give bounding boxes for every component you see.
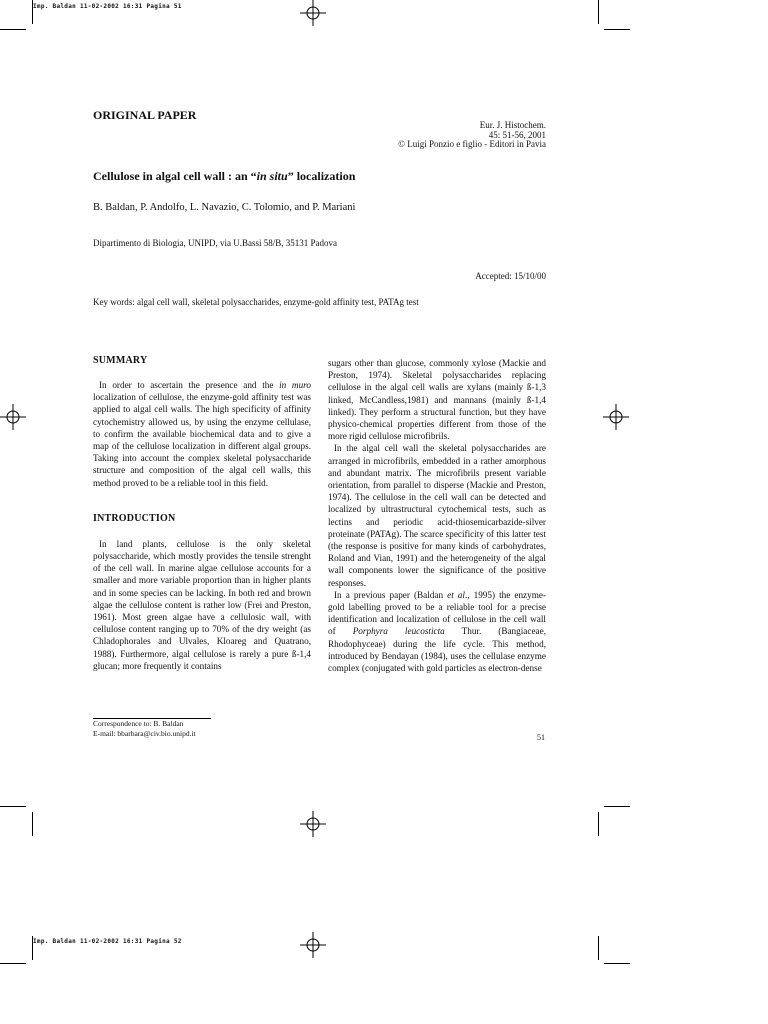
right-paragraph-2: In the algal cell wall the skeletal polysaccharides are arranged in microfibrils, embedded in a rather amorphous and abundant matrix. The microfibrils present variable orientation, from parallel to disperse (Mackie and Preston, 1974). The cellulose in the cell wall can be detected and localized by ultrastructural cytochemical tests, such as lectins and periodic acid-thiosemicarbazide-silver proteinate (PATAg). The scarce specificity of this latter test (the response is positive for many kinds of carbohydrates, Roland and Vian, 1991) and the heterogeneity of the algal wall components lower the significance of the positive responses. [328,443,546,588]
right-column [328,357,546,674]
page-number: 51 [537,733,545,742]
title-italic: in situ [256,169,288,183]
introduction-heading: INTRODUCTION [93,512,176,524]
p3-italic-species: Porphyra leucosticta [352,626,445,637]
introduction-text [93,538,311,672]
summary-italic: in muro [279,380,311,390]
journal-info [398,121,546,150]
summary-heading: SUMMARY [93,355,148,366]
print-slug-bottom: Imp. Baldan 11-02-2002 16:31 Pagina 52 [33,938,182,945]
paper-type: ORIGINAL PAPER [93,108,197,122]
journal-publisher: © Luigi Ponzio e figlio - Editori in Pavia [398,139,546,149]
registration-mark-middle [300,811,326,837]
email: E-mail: bbarbara@civ.bio.unipd.it [93,729,196,738]
right-paragraph-3 [328,589,546,674]
keywords: Key words: algal cell wall, skeletal polysaccharides, enzyme-gold affinity test, PATAg test [93,297,419,307]
authors: B. Baldan, P. Andolfo, L. Navazio, C. Tolomio, and P. Mariani [93,202,356,213]
registration-mark-left [0,404,26,430]
registration-mark-right [603,404,629,430]
title-text-end: ” localization [287,169,356,183]
summary-text-a: In order to ascertain the presence and the [99,380,280,390]
p3-text-a: In a previous paper (Baldan [334,589,448,600]
summary-text [93,379,311,489]
p3-text-b: ., 1995) the enzyme-gold labelling proved to be a reliable tool for a precise identification and localization of cellulose in the cell wall of [328,589,547,637]
introduction-paragraph: In land plants, cellulose is the only skeletal polysaccharide, which mostly provides the tensile strenght of the cell wall. In marine algae cellulose accounts for a smaller and more variable proportion than in higher plants and in some species can be lacking. In both red and brown algae the cellulose content is rather low (Frei and Preston, 1961). Most green algae have a cellulosic wall, with cellulose content ranging up to 70% of the dry weight (as Chladophorales and Ulvales, Kloareg and Quatrano, 1988). Furthermore, algal cellulose is rarely a pure ß-1,4 glucan; more frequently it contains [93,538,311,671]
summary-paragraph [93,379,311,489]
affiliation: Dipartimento di Biologia, UNIPD, via U.Bassi 58/B, 35131 Padova [93,238,337,248]
footnote [93,719,196,739]
accepted-date: Accepted: 15/10/00 [475,271,546,281]
journal-volume: 45: 51-56, 2001 [488,129,546,140]
print-slug-top: Imp. Baldan 11-02-2002 16:31 Pagina 51 [33,3,182,10]
registration-mark-bottom [300,932,326,958]
summary-text-b: localization of cellulose, the enzyme-gold affinity test was applied to algal cell walls. The high specificity of affinity cytochemistry allowed us, by using the enzyme cellulase, to confirm the available biochemical data and to give a map of the cellulose localization in different algal groups. Taking into account the complex skeletal polysaccharide structure and composition of the algal cell walls, this method proved to be a reliable tool in this field. [93,392,311,488]
title-text: Cellulose in algal cell wall : an “ [93,169,257,183]
left-column [93,355,311,672]
correspondence: Correspondence to: B. Baldan [93,719,184,728]
p3-text-c: Thur. (Bangiaceae, Rhodophyceae) during the life cycle. This method, introduced by Bendayan (1984), uses the cellulase enzyme complex (conjugated with gold particles as electron-dense [328,626,546,674]
registration-mark-top [300,0,326,26]
p3-italic-etal: et al [447,589,465,600]
paper-title [93,169,355,184]
journal-name: Eur. J. Histochem. [479,120,546,130]
right-paragraph-1: sugars other than glucose, commonly xylose (Mackie and Preston, 1974). Skeletal polysaccharides replacing cellulose in the algal cell walls are xylans (mainly ß-1,3 linked, McCandless,1981) and mannans (mainly ß-1,4 linked). They perform a structural function, but they have physico-chemical properties different from those of the more rigid cellulose microfibrils. [328,358,546,442]
